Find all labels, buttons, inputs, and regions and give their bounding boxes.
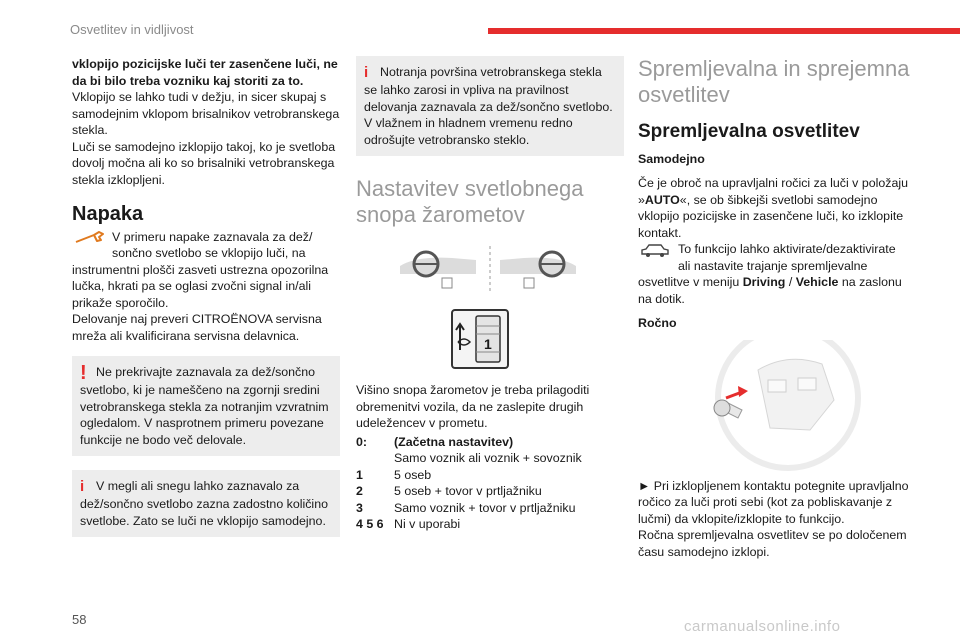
paragraph: Luči se samodejno izklopijo takoj, ko je svetloba dovolj močna ali ko so brisalniki vetrobranskega stekla izklopljeni. — [72, 139, 336, 187]
fault-intro — [72, 229, 340, 262]
menu-driving: Driving — [742, 275, 786, 289]
fault-text: sončno svetlobo se vklopijo luči, na — [112, 246, 306, 260]
auto-text-part: «, se ob šibkejši svetlobi samodejno vklopijo pozicijske in zasenčene luči, ko izklopite kontakt. — [638, 192, 904, 240]
touch-text-part: na zaslonu na dotik. — [638, 275, 902, 306]
info-text: V megli ali snegu lahko zaznavalo za dež/sončno svetlobo zazna zadostno količino svetlobe. Zato se luči ne vklopijo samodejno. — [80, 479, 328, 528]
subsection-heading: Spremljevalna osvetlitev — [638, 121, 860, 142]
touch-text — [638, 274, 910, 307]
auto-keyword: AUTO — [644, 192, 680, 207]
car-icon — [638, 241, 678, 259]
list-item — [356, 467, 624, 484]
setting-key: 0: — [356, 434, 368, 449]
steering-stalk-illustration — [638, 340, 910, 472]
touch-note — [638, 241, 910, 274]
column-1 — [72, 56, 340, 537]
setting-extra: Samo voznik ali voznik + sovoznik — [394, 451, 582, 465]
setting-value: 5 oseb + tovor v prtljažniku — [394, 484, 542, 498]
page-number: 58 — [72, 612, 87, 627]
setting-key: 2 — [356, 484, 363, 498]
section-heading: Spremljevalna in sprejemna osvetlitev — [638, 56, 910, 107]
paragraph: Vklopijo se lahko tudi v dežju, in sicer skupaj s samodejnim vklopom brisalnikov vetrobranskega stekla. — [72, 90, 340, 137]
fault-text: V primeru napake zaznavala za dež/ — [112, 229, 313, 244]
setting-key: 4 5 6 — [356, 517, 384, 531]
column-3 — [638, 56, 910, 560]
settings-list — [356, 434, 624, 533]
running-head: Osvetlitev in vidljivost — [70, 22, 194, 37]
dial-digit: 1 — [484, 336, 492, 352]
stalk-figure — [638, 340, 910, 472]
intro-bold: vklopijo pozicijske luči ter zasenčene luči, ne da bi bilo treba vozniku kaj storiti za to. — [72, 57, 338, 88]
header-accent-bar — [488, 28, 960, 34]
auto-text — [638, 175, 910, 241]
info-i-icon: i — [80, 478, 85, 495]
setting-value: (Začetna nastavitev) — [394, 434, 514, 449]
setting-key: 1 — [356, 467, 363, 482]
paragraph: Višino snopa žarometov je treba prilagoditi obremenitvi vozila, da ne zaslepite drugih udeležencev v prometu. — [356, 383, 590, 430]
column-2 — [356, 56, 624, 533]
auto-label: Samodejno — [638, 151, 705, 166]
info-text: Notranja površina vetrobranskega stekla se lahko zarosi in vpliva na pravilnost delovanja zaznavala za dež/sončno svetlobo. V vlažnem in hladnem vremenu redno odrošujte vetrobransko steklo. — [364, 65, 613, 147]
setting-value: 5 oseb — [394, 467, 432, 482]
touch-text: ali nastavite trajanje spremljevalne — [678, 258, 868, 273]
auto-text-part: Če je obroč na upravljalni ročici za luči v položaju » — [638, 176, 908, 207]
list-item — [356, 483, 624, 500]
wrench-icon — [72, 229, 112, 247]
list-item — [356, 516, 624, 533]
info-box — [356, 56, 624, 156]
list-item — [356, 500, 624, 517]
setting-value: Samo voznik + tovor v prtljažniku — [394, 500, 576, 515]
manual-note: Ročna spremljevalna osvetlitev se po določenem času samodejno izklopi. — [638, 528, 907, 559]
list-item — [356, 434, 624, 467]
menu-separator: / — [785, 275, 796, 289]
exclamation-icon: ! — [80, 362, 87, 384]
warning-text: Ne prekrivajte zaznavala za dež/sončno svetlobo, ki je nameščeno na zgornji sredini vetrobranskega stekla za notranjim vzvratnim ogledalom. V nasprotnem primeru povezane funkcije ne bodo več delovale. — [80, 365, 329, 447]
setting-key: 3 — [356, 500, 363, 515]
touch-text-part: osvetlitve v meniju — [638, 275, 743, 289]
menu-vehicle: Vehicle — [795, 275, 839, 289]
manual-label: Ročno — [638, 316, 677, 330]
manual-instruction: ► Pri izklopljenem kontaktu potegnite upravljalno ročico za luči proti sebi (kot za pobliskavanje z lučmi) da vklopite/izklopite to funkcijo. — [638, 478, 909, 526]
headlamp-figure — [356, 234, 624, 372]
watermark: carmanualsonline.info — [684, 618, 841, 635]
fault-text: Delovanje naj preveri CITROËNOVA servisna mreža ali kvalificirana servisna delavnica. — [72, 312, 322, 343]
info-box — [72, 470, 340, 537]
setting-value: Ni v uporabi — [394, 517, 461, 531]
fault-text: instrumentni plošči zasveti ustrezna opozorilna lučka, hkrati pa se oglasi zvočni signal in/ali prikaže sporočilo. — [72, 262, 329, 310]
touch-text: To funkcijo lahko aktivirate/dezaktivirate — [678, 242, 896, 256]
warning-box — [72, 356, 340, 456]
fault-heading: Napaka — [72, 203, 144, 225]
info-i-icon: i — [364, 64, 369, 81]
section-heading: Nastavitev svetlobnega snopa žarometov — [356, 176, 584, 227]
